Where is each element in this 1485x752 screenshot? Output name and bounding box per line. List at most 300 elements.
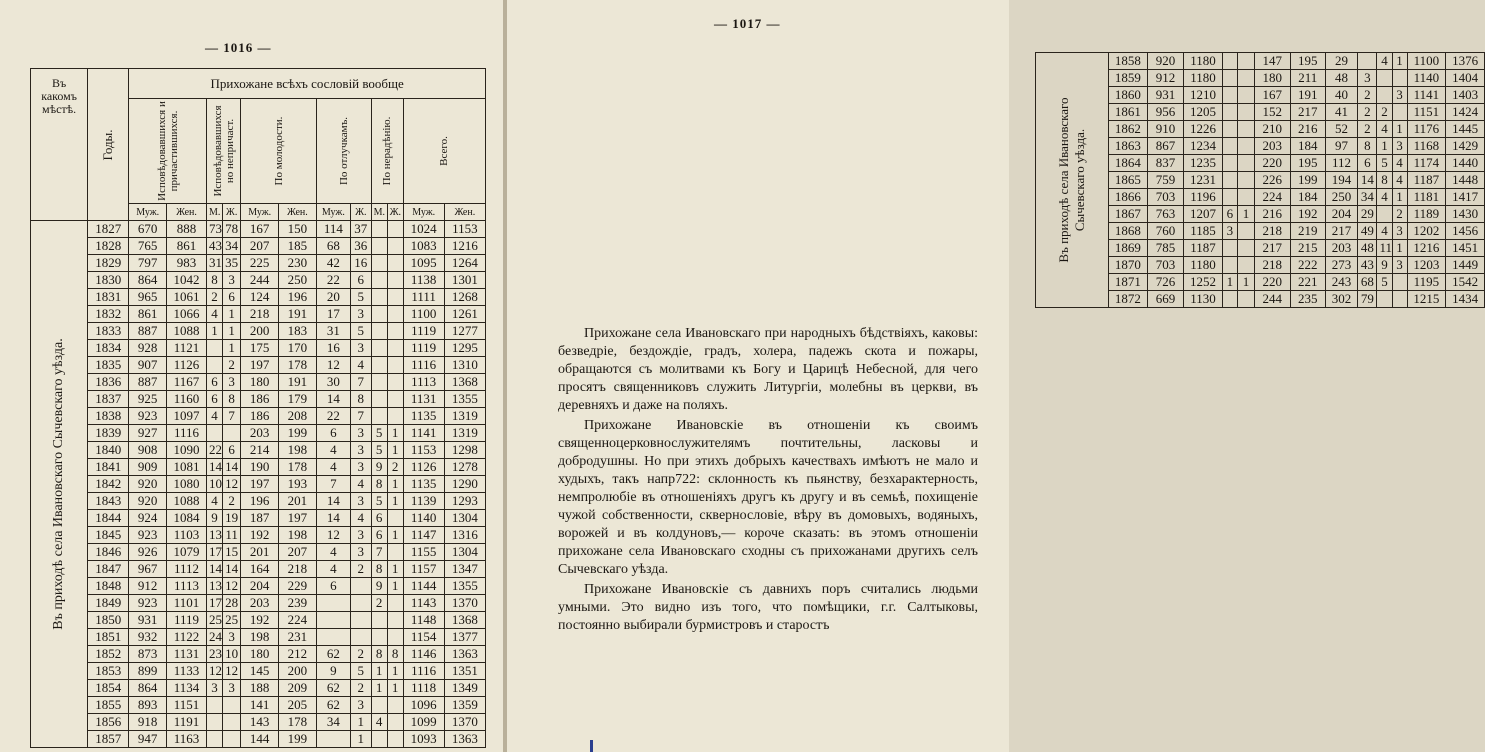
left-statistics-table	[30, 68, 486, 748]
table-cell: 1216	[1407, 240, 1446, 257]
table-cell: 670	[129, 221, 167, 238]
table-cell: 218	[1255, 257, 1290, 274]
table-cell: 1066	[167, 306, 207, 323]
table-cell: 669	[1147, 291, 1184, 308]
table-cell: 760	[1147, 223, 1184, 240]
table-cell: 4	[1392, 172, 1407, 189]
table-cell: 1368	[444, 374, 485, 391]
table-cell: 209	[279, 680, 317, 697]
table-cell: 217	[1325, 223, 1357, 240]
table-cell: 17	[207, 595, 223, 612]
table-cell: 212	[279, 646, 317, 663]
table-cell	[371, 306, 387, 323]
year-cell: 1860	[1109, 87, 1148, 104]
table-cell: 203	[241, 595, 279, 612]
table-cell: 1	[387, 442, 403, 459]
table-cell	[351, 578, 372, 595]
year-cell: 1835	[88, 357, 129, 374]
table-cell: 918	[129, 714, 167, 731]
table-cell	[1237, 291, 1254, 308]
year-cell: 1847	[88, 561, 129, 578]
table-cell: 1226	[1184, 121, 1223, 138]
table-cell: 4	[1377, 121, 1392, 138]
table-cell: 4	[207, 493, 223, 510]
table-cell: 1191	[167, 714, 207, 731]
table-cell: 956	[1147, 104, 1184, 121]
table-cell	[1222, 189, 1237, 206]
table-cell: 198	[241, 629, 279, 646]
year-cell: 1859	[1109, 70, 1148, 87]
table-row	[31, 391, 486, 408]
paragraph: Прихожане Ивановскіе въ отношеніи къ своимъ священноцерковнослужителямъ почтительны, ласковы и добродушны. Но при этихъ добрыхъ качествахъ имѣютъ не мало и худыхъ, такъ напр722: склонность къ пьянству, безхарактерность, немпролюбіе въ отношеніяхъ другъ къ другу и въ семьѣ, похищеніе чужой собственности, сквернословіе, вѣру въ домовыхъ, водяныхъ, ворожей и въ колдуновъ,— короче сказать: въ этомъ отношеніи прихожане села Ивановскаго сходны съ прихожанами другихъ селъ Сычевскаго уѣзда.	[558, 418, 978, 577]
year-cell: 1871	[1109, 274, 1148, 291]
table-cell: 920	[129, 493, 167, 510]
table-cell: 1277	[444, 323, 485, 340]
table-cell: 184	[1290, 138, 1325, 155]
sub-header: Ж.	[387, 204, 403, 221]
table-cell: 1122	[167, 629, 207, 646]
table-cell: 1377	[444, 629, 485, 646]
table-cell	[371, 323, 387, 340]
table-cell: 1	[207, 323, 223, 340]
table-cell: 19	[223, 510, 241, 527]
table-cell: 1081	[167, 459, 207, 476]
table-cell	[1377, 206, 1392, 223]
table-cell: 186	[241, 408, 279, 425]
table-cell: 1403	[1446, 87, 1485, 104]
table-row	[31, 646, 486, 663]
table-cell: 1	[1237, 206, 1254, 223]
column-header	[241, 99, 316, 204]
table-cell: 1126	[167, 357, 207, 374]
table-cell: 1290	[444, 476, 485, 493]
table-cell: 25	[223, 612, 241, 629]
table-cell: 1144	[403, 578, 444, 595]
year-cell: 1857	[88, 731, 129, 748]
table-cell: 68	[316, 238, 350, 255]
table-cell: 1042	[167, 272, 207, 289]
scan-marker	[590, 740, 593, 752]
table-cell	[1237, 70, 1254, 87]
table-cell: 207	[279, 544, 317, 561]
sub-header: М.	[207, 204, 223, 221]
table-cell: 1424	[1446, 104, 1485, 121]
table-cell: 43	[207, 238, 223, 255]
table-cell: 216	[1255, 206, 1290, 223]
table-cell	[316, 731, 350, 748]
table-cell: 9	[316, 663, 350, 680]
table-cell: 191	[1290, 87, 1325, 104]
table-cell	[387, 374, 403, 391]
table-cell: 2	[1392, 206, 1407, 223]
year-cell: 1853	[88, 663, 129, 680]
table-cell	[371, 272, 387, 289]
table-cell: 1370	[444, 714, 485, 731]
sub-header: Жен.	[167, 204, 207, 221]
table-cell	[351, 629, 372, 646]
table-cell: 218	[279, 561, 317, 578]
table-cell: 114	[316, 221, 350, 238]
right-statistics-table	[1035, 52, 1485, 308]
table-cell: 1176	[1407, 121, 1446, 138]
year-cell: 1839	[88, 425, 129, 442]
table-cell: 726	[1147, 274, 1184, 291]
table-cell: 8	[223, 391, 241, 408]
table-cell: 1	[387, 663, 403, 680]
table-cell	[371, 408, 387, 425]
table-cell: 1231	[1184, 172, 1223, 189]
right-page	[507, 0, 1479, 752]
table-cell: 16	[316, 340, 350, 357]
table-cell: 1163	[167, 731, 207, 748]
year-cell: 1833	[88, 323, 129, 340]
table-cell: 1205	[1184, 104, 1223, 121]
table-cell: 144	[241, 731, 279, 748]
table-cell: 1	[387, 527, 403, 544]
table-cell: 224	[279, 612, 317, 629]
table-cell: 1155	[403, 544, 444, 561]
table-cell	[387, 714, 403, 731]
table-cell: 73	[207, 221, 223, 238]
table-cell: 909	[129, 459, 167, 476]
table-cell: 203	[1325, 240, 1357, 257]
table-cell: 1	[387, 578, 403, 595]
table-cell	[387, 357, 403, 374]
year-cell: 1864	[1109, 155, 1148, 172]
table-cell: 217	[1255, 240, 1290, 257]
table-cell: 1	[1377, 138, 1392, 155]
table-cell: 1138	[403, 272, 444, 289]
table-cell	[1222, 155, 1237, 172]
column-header	[371, 99, 403, 204]
table-row	[31, 629, 486, 646]
table-cell: 52	[1325, 121, 1357, 138]
table-cell: 2	[351, 646, 372, 663]
year-cell: 1855	[88, 697, 129, 714]
table-cell: 15	[223, 544, 241, 561]
paragraph: Прихожане села Ивановскаго при народныхъ бѣдствіяхъ, каковы: безведріе, бездождіе, градъ, холера, падежъ скота и пожары, обращаются съ молитвами къ Богу и Царицѣ Небесной, для чего просятъ священниковъ служить Литургіи, молебны въ церкви, въ деревняхъ и даже на поляхъ.	[558, 326, 978, 413]
year-cell: 1828	[88, 238, 129, 255]
table-cell: 4	[316, 561, 350, 578]
table-cell: 1079	[167, 544, 207, 561]
table-row	[31, 663, 486, 680]
table-cell: 1316	[444, 527, 485, 544]
table-cell: 183	[279, 323, 317, 340]
table-cell	[1222, 240, 1237, 257]
table-row	[31, 340, 486, 357]
table-cell: 14	[316, 493, 350, 510]
table-cell: 3	[351, 544, 372, 561]
table-cell: 1451	[1446, 240, 1485, 257]
year-cell: 1863	[1109, 138, 1148, 155]
table-cell: 1	[371, 663, 387, 680]
table-cell: 35	[223, 255, 241, 272]
table-cell: 5	[1377, 274, 1392, 291]
table-cell	[387, 697, 403, 714]
table-cell: 199	[279, 425, 317, 442]
table-cell: 6	[1222, 206, 1237, 223]
table-cell: 17	[207, 544, 223, 561]
table-cell: 1151	[167, 697, 207, 714]
table-cell: 250	[279, 272, 317, 289]
table-cell: 867	[1147, 138, 1184, 155]
table-cell: 14	[316, 391, 350, 408]
table-cell: 947	[129, 731, 167, 748]
table-cell: 192	[241, 527, 279, 544]
table-cell	[1222, 104, 1237, 121]
table-cell: 199	[279, 731, 317, 748]
table-cell: 12	[223, 476, 241, 493]
table-cell	[387, 391, 403, 408]
table-cell: 1202	[1407, 223, 1446, 240]
table-cell: 193	[279, 476, 317, 493]
table-cell: 43	[1358, 257, 1377, 274]
table-cell: 931	[129, 612, 167, 629]
table-row	[31, 442, 486, 459]
year-cell: 1865	[1109, 172, 1148, 189]
table-cell: 16	[351, 255, 372, 272]
table-cell: 34	[223, 238, 241, 255]
table-cell: 14	[316, 510, 350, 527]
table-cell	[1222, 121, 1237, 138]
table-cell: 2	[351, 561, 372, 578]
table-cell: 201	[241, 544, 279, 561]
year-cell: 1846	[88, 544, 129, 561]
table-cell: 79	[1358, 291, 1377, 308]
table-cell	[1237, 53, 1254, 70]
table-cell: 1083	[403, 238, 444, 255]
table-cell	[1222, 172, 1237, 189]
table-cell: 1363	[444, 731, 485, 748]
table-row	[31, 425, 486, 442]
table-cell: 2	[1358, 104, 1377, 121]
table-cell: 703	[1147, 257, 1184, 274]
table-cell: 1456	[1446, 223, 1485, 240]
table-cell: 926	[129, 544, 167, 561]
table-cell: 1168	[1407, 138, 1446, 155]
table-cell	[223, 425, 241, 442]
table-cell: 1210	[1184, 87, 1223, 104]
table-cell: 7	[316, 476, 350, 493]
year-cell: 1867	[1109, 206, 1148, 223]
table-cell	[387, 612, 403, 629]
table-cell: 1080	[167, 476, 207, 493]
table-cell: 1355	[444, 578, 485, 595]
table-cell	[387, 544, 403, 561]
table-cell	[371, 612, 387, 629]
table-cell	[1392, 70, 1407, 87]
table-cell	[387, 323, 403, 340]
table-cell: 8	[371, 476, 387, 493]
table-cell	[387, 340, 403, 357]
table-cell: 22	[316, 272, 350, 289]
table-cell: 7	[351, 408, 372, 425]
table-cell: 1301	[444, 272, 485, 289]
table-cell: 3	[351, 425, 372, 442]
table-cell: 31	[207, 255, 223, 272]
table-cell	[371, 697, 387, 714]
table-cell: 164	[241, 561, 279, 578]
table-cell: 1298	[444, 442, 485, 459]
table-cell: 40	[1325, 87, 1357, 104]
table-cell: 197	[241, 476, 279, 493]
table-cell: 1	[387, 680, 403, 697]
table-cell: 3	[223, 272, 241, 289]
table-cell: 1363	[444, 646, 485, 663]
table-cell: 2	[207, 289, 223, 306]
table-cell: 1359	[444, 697, 485, 714]
table-cell: 1429	[1446, 138, 1485, 155]
table-cell: 8	[351, 391, 372, 408]
table-cell: 203	[1255, 138, 1290, 155]
table-cell: 967	[129, 561, 167, 578]
table-cell	[371, 731, 387, 748]
table-cell	[1392, 274, 1407, 291]
place-label: Въ приходѣ села Ивановскаго Сычевскаго уѣзда.	[1056, 97, 1088, 263]
table-cell: 3	[351, 527, 372, 544]
table-cell: 1187	[1407, 172, 1446, 189]
table-cell: 243	[1325, 274, 1357, 291]
table-cell	[207, 340, 223, 357]
table-cell: 244	[1255, 291, 1290, 308]
table-cell	[1222, 53, 1237, 70]
table-cell: 4	[1377, 53, 1392, 70]
table-row	[31, 459, 486, 476]
table-cell: 175	[241, 340, 279, 357]
table-cell: 97	[1325, 138, 1357, 155]
table-cell: 3	[351, 306, 372, 323]
table-cell: 1118	[403, 680, 444, 697]
place-label: Въ приходѣ села Ивановскаго Сычевскаго уѣзда.	[51, 338, 67, 630]
table-cell: 6	[371, 527, 387, 544]
table-cell: 222	[1290, 257, 1325, 274]
table-cell	[1237, 257, 1254, 274]
table-cell: 1	[351, 714, 372, 731]
table-cell	[1237, 189, 1254, 206]
table-cell	[223, 697, 241, 714]
table-cell: 200	[241, 323, 279, 340]
table-cell: 185	[279, 238, 317, 255]
table-cell: 7	[371, 544, 387, 561]
year-cell: 1832	[88, 306, 129, 323]
table-cell	[1392, 291, 1407, 308]
table-cell: 1133	[167, 663, 207, 680]
table-cell: 1370	[444, 595, 485, 612]
left-page-number: — 1016 —	[205, 40, 272, 55]
table-cell: 1	[387, 561, 403, 578]
table-cell: 1126	[403, 459, 444, 476]
table-cell: 1131	[403, 391, 444, 408]
table-cell: 1319	[444, 425, 485, 442]
place-label-cell	[31, 221, 88, 748]
table-cell: 3	[351, 493, 372, 510]
table-cell: 887	[129, 374, 167, 391]
year-cell: 1861	[1109, 104, 1148, 121]
table-cell: 208	[279, 408, 317, 425]
table-cell: 785	[1147, 240, 1184, 257]
sub-header: Муж.	[316, 204, 350, 221]
table-cell: 1153	[403, 442, 444, 459]
table-cell: 1215	[1407, 291, 1446, 308]
table-cell: 1140	[1407, 70, 1446, 87]
table-cell: 1	[223, 340, 241, 357]
table-cell: 864	[129, 680, 167, 697]
table-cell: 1440	[1446, 155, 1485, 172]
table-cell: 219	[1290, 223, 1325, 240]
table-cell: 225	[241, 255, 279, 272]
table-cell: 34	[1358, 189, 1377, 206]
table-cell: 2	[223, 493, 241, 510]
table-cell: 124	[241, 289, 279, 306]
table-cell: 1417	[1446, 189, 1485, 206]
table-cell: 4	[351, 476, 372, 493]
table-cell: 2	[1358, 121, 1377, 138]
table-cell	[371, 629, 387, 646]
table-cell: 924	[129, 510, 167, 527]
table-cell: 239	[279, 595, 317, 612]
table-cell: 214	[241, 442, 279, 459]
table-cell: 4	[316, 442, 350, 459]
year-cell: 1834	[88, 340, 129, 357]
table-cell: 1084	[167, 510, 207, 527]
table-cell: 196	[279, 289, 317, 306]
table-cell: 1099	[403, 714, 444, 731]
table-cell: 191	[279, 374, 317, 391]
table-cell: 211	[1290, 70, 1325, 87]
table-cell: 765	[129, 238, 167, 255]
table-cell: 3	[1392, 257, 1407, 274]
sub-header: Жен.	[444, 204, 485, 221]
table-cell: 167	[241, 221, 279, 238]
table-cell: 1088	[167, 323, 207, 340]
table-row	[31, 374, 486, 391]
table-cell: 229	[279, 578, 317, 595]
year-cell: 1836	[88, 374, 129, 391]
table-cell: 927	[129, 425, 167, 442]
table-cell: 2	[1358, 87, 1377, 104]
table-cell: 62	[316, 680, 350, 697]
table-cell: 218	[1255, 223, 1290, 240]
table-cell: 920	[1147, 53, 1184, 70]
table-cell: 1264	[444, 255, 485, 272]
table-cell: 178	[279, 357, 317, 374]
table-cell	[387, 255, 403, 272]
table-cell: 190	[241, 459, 279, 476]
table-cell: 7	[223, 408, 241, 425]
table-cell: 8	[1377, 172, 1392, 189]
table-cell	[387, 408, 403, 425]
table-cell: 4	[316, 544, 350, 561]
table-cell: 1141	[1407, 87, 1446, 104]
table-cell: 34	[316, 714, 350, 731]
table-cell: 8	[371, 646, 387, 663]
paragraph: Прихожане Ивановскіе съ давнихъ поръ считались людьми умными. Это видно изъ того, что помѣщики, г.г. Салтыковы, постоянно выбирали бурмистровъ и старостъ	[558, 582, 978, 633]
corner-header: Въ какомъ мѣстѣ.	[41, 76, 77, 116]
table-cell: 244	[241, 272, 279, 289]
table-cell: 1216	[444, 238, 485, 255]
table-cell	[371, 255, 387, 272]
table-cell: 13	[207, 527, 223, 544]
table-cell: 932	[129, 629, 167, 646]
table-cell: 1151	[1407, 104, 1446, 121]
table-cell: 1207	[1184, 206, 1223, 223]
table-cell: 191	[279, 306, 317, 323]
table-cell: 923	[129, 527, 167, 544]
column-header-label: По нерадѣнію.	[381, 116, 394, 186]
table-cell: 152	[1255, 104, 1290, 121]
table-row	[31, 476, 486, 493]
table-cell: 1448	[1446, 172, 1485, 189]
